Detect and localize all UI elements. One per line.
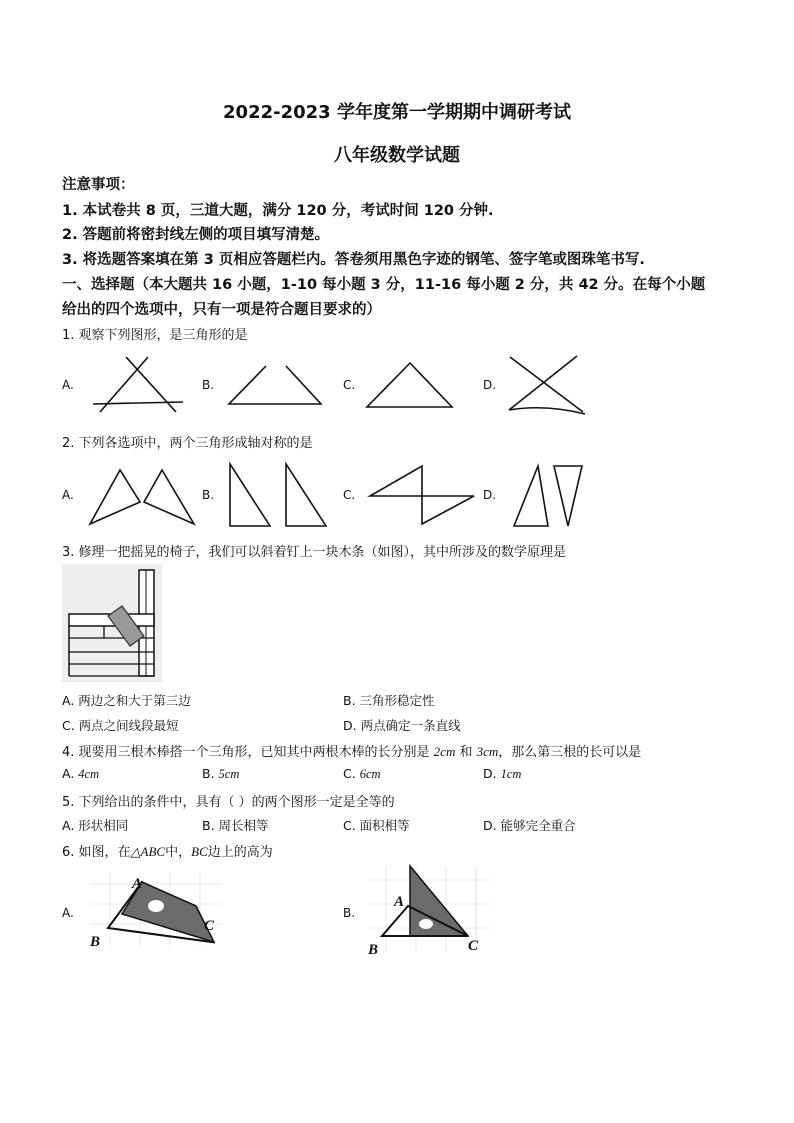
- q5-stem: 5. 下列给出的条件中，具有（ ）的两个图形一定是全等的: [62, 795, 395, 810]
- section-heading-line2: 给出的四个选项中，只有一项是符合题目要求的）: [62, 302, 381, 318]
- q1-figure-a: [88, 352, 188, 414]
- chair-figure: [62, 564, 162, 682]
- q6a-vertex-c: C: [204, 918, 215, 934]
- q6-triangle: △ABC: [130, 844, 166, 859]
- q4-option-d: D. 1cm: [483, 766, 522, 781]
- q1-label-c: C.: [343, 378, 356, 392]
- q2-label-c: C.: [343, 488, 356, 502]
- q1-figure-d: [505, 352, 591, 416]
- q6a-vertex-b: B: [90, 934, 101, 950]
- q5-option-d: D. 能够完全重合: [483, 818, 576, 833]
- q6b-vertex-a: A: [394, 894, 405, 910]
- q6a-vertex-a: A: [132, 876, 143, 892]
- q1-figure-b: [226, 362, 326, 408]
- section-heading-line1: 一、选择题（本大题共 16 小题，1-10 每小题 3 分，11-16 每小题 2 分，共 42 分。在每个小题: [62, 277, 706, 293]
- q2-label-a: A.: [62, 488, 74, 502]
- q2-figure-b: [226, 460, 332, 530]
- q4-option-b: B. 5cm: [202, 766, 240, 781]
- q2-figure-c: [366, 462, 478, 528]
- q1-label-b: B.: [202, 378, 215, 392]
- q6b-vertex-c: C: [468, 938, 479, 954]
- q2-figure-a: [86, 464, 198, 528]
- exam-subtitle: 八年级数学试题: [334, 145, 460, 166]
- q4-option-a: A. 4cm: [62, 766, 100, 781]
- note-item-2: 2. 答题前将密封线左侧的项目填写清楚。: [62, 227, 330, 243]
- q3-option-a: A. 两边之和大于第三边: [62, 693, 191, 708]
- q4-stem: [62, 741, 641, 760]
- exam-title: 2022-2023 学年度第一学期期中调研考试: [223, 102, 571, 123]
- q3-option-d: D. 两点确定一条直线: [343, 718, 461, 733]
- q6-figure-b: [364, 860, 494, 960]
- q1-stem: 1. 观察下列图形，是三角形的是: [62, 328, 248, 343]
- q1-label-a: A.: [62, 378, 74, 392]
- note-item-1: 1. 本试卷共 8 页，三道大题，满分 120 分，考试时间 120 分钟.: [62, 203, 494, 219]
- q5-option-a: A. 形状相同: [62, 818, 129, 833]
- q2-figure-d: [510, 460, 586, 530]
- q5-option-c: C. 面积相等: [343, 818, 410, 833]
- q4-option-c: C. 6cm: [343, 766, 381, 781]
- q4-stem-prefix: 4. 现要用三根木棒搭一个三角形，已知其中两根木棒的长分别是: [62, 745, 434, 760]
- q4-length-1: 2cm: [433, 744, 456, 759]
- notes-heading: 注意事项：: [62, 177, 135, 193]
- note-item-3: 3. 将选题答案填在第 3 页相应答题栏内。答卷须用黑色字迹的钢笔、签字笔或图珠笔书写.: [62, 252, 645, 268]
- q6-figure-a: [86, 866, 226, 952]
- q4-stem-mid: 和: [455, 745, 477, 760]
- q6-stem: 6. 如图，在△ABC中，BC边上的高为: [62, 844, 273, 860]
- q3-stem: 3. 修理一把摇晃的椅子，我们可以斜着钉上一块木条（如图），其中所涉及的数学原理是: [62, 545, 567, 560]
- q6-label-b: B.: [343, 906, 356, 920]
- q3-option-b: B. 三角形稳定性: [343, 693, 435, 708]
- q1-figure-c: [364, 360, 456, 410]
- q6b-vertex-b: B: [368, 942, 379, 958]
- q1-label-d: D.: [483, 378, 497, 392]
- q3-option-c: C. 两点之间线段最短: [62, 718, 179, 733]
- q5-option-b: B. 周长相等: [202, 818, 269, 833]
- q6-side: BC: [191, 844, 208, 859]
- q6-label-a: A.: [62, 906, 74, 920]
- q2-label-d: D.: [483, 488, 497, 502]
- q4-length-2: 3cm: [476, 744, 499, 759]
- q4-stem-suffix: ，那么第三根的长可以是: [498, 745, 642, 760]
- q2-label-b: B.: [202, 488, 215, 502]
- q2-stem: 2. 下列各选项中，两个三角形成轴对称的是: [62, 436, 313, 451]
